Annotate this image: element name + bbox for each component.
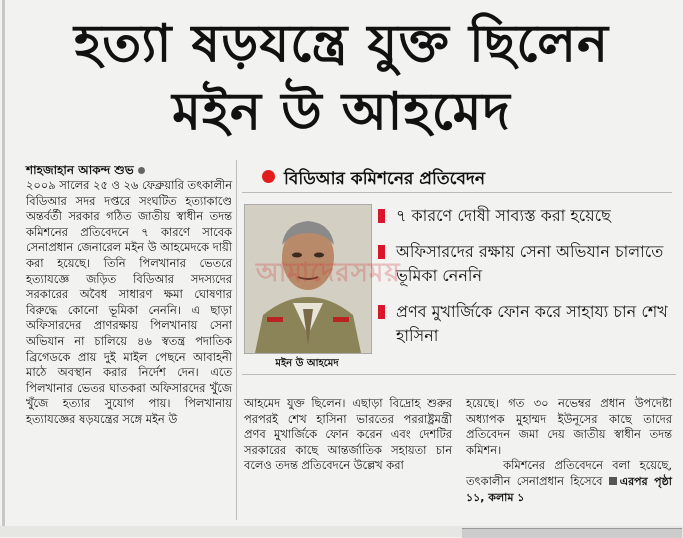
photo-caption: মইন উ আহমেদ — [275, 358, 339, 369]
article-column-3 — [466, 396, 672, 505]
key-point-text: প্রণব মুখার্জিকে ফোন করে সাহায্য চান শেখ হাসিনা — [396, 302, 668, 345]
continuation-text: এরপর পৃষ্ঠা ১১, কলাম ১ — [466, 474, 672, 504]
column-divider — [236, 160, 237, 520]
column-3-text-2 — [466, 458, 672, 505]
author-name: শাহজাহান আকন্দ শুভ — [26, 163, 134, 177]
headline-line-2: মইন উ আহমেদ — [172, 82, 511, 142]
key-point — [378, 300, 676, 348]
column-2-text: আহমেদ যুক্ত ছিলেন। এছাড়া বিদ্রোহ শুরুর পরপরই শেখ হাসিনা ভারতের পররাষ্ট্রমন্ত্রী প্রণব মুখার্জিকে ফোন করেন এবং দেশটির সরকারের কাছে আন্তর্জাতিক সহায়তা চান বলেও তদন্ত প্রতিবেদনে উল্লেখ করা — [244, 396, 452, 473]
article-column-2 — [244, 396, 452, 474]
column-3-text-1: হয়েছে। গত ৩০ নভেম্বর প্রধান উপদেষ্টা অধ্যাপক মুহাম্মদ ইউনূসের কাছে তাদের প্রতিবেদন জমা দেয় জাতীয় স্বাধীন তদন্ত কমিশন। — [466, 396, 672, 457]
bullet-bar-icon — [378, 245, 385, 259]
sidebar-header — [242, 162, 672, 193]
portrait-illustration — [245, 205, 371, 353]
sidebar-title: বিডিআর কমিশনের প্রতিবেদন — [284, 169, 485, 189]
column-3-text-2-body: কমিশনের প্রতিবেদনে বলা হয়েছে, তৎকালীন সেনাপ্রধান হিসেবে — [466, 458, 673, 488]
red-dot-icon — [262, 170, 275, 183]
square-icon — [609, 477, 617, 485]
headline — [0, 0, 683, 146]
headline-line-1: হত্যা ষড়যন্ত্রে যুক্ত ছিলেন — [73, 14, 610, 74]
key-points — [378, 204, 676, 360]
section-rule — [242, 374, 676, 375]
bullet-bar-icon — [378, 305, 385, 319]
key-point — [378, 204, 676, 228]
bullet-bar-icon — [378, 209, 385, 223]
byline-dot-icon — [138, 167, 145, 174]
key-point-text: অফিসারদের রক্ষায় সেনা অভিযান চালাতে ভূমিকা নেননি — [396, 242, 664, 285]
key-point-text: ৭ কারণে দোষী সাব্যস্ত করা হয়েছে — [396, 206, 611, 225]
watermark-logo: আমাদেরসময় — [256, 258, 401, 288]
portrait-photo — [244, 204, 372, 354]
key-point — [378, 240, 676, 288]
column-1-text: ২০০৯ সালের ২৫ ও ২৬ ফেব্রুয়ারি তৎকালীন বিডিআর সদর দপ্তরে সংঘটিত হত্যাকাণ্ডে অন্তর্বর্তী সরকার গঠিত জাতীয় স্বাধীন তদন্ত কমিশনের প্রতিবেদনে ৭ কারণে সাবেক সেনাপ্রধান জেনারেল মইন উ আহমেদকে দায়ী করা হয়েছে। তিনি পিলখানার ভেতরে হত্যাযজ্ঞে জড়িত বিডিআর সদস্যদের সরকারের অবৈধ সাধারণ ক্ষমা ঘোষণার বিরুদ্ধে কোনো ভূমিকা নেননি। এ ছাড়া অফিসারদের প্রাণরক্ষায় পিলখানায় সেনা অভিযান না চালিয়ে ৪৬ স্বতন্ত্র পদাতিক ব্রিগেডকে প্রায় দুই মাইল পেছনে আবাহনী মাঠে অবস্থান করার নির্দেশ দেন। এতে পিলখানার ভেতর ঘাতকরা অফিসারদের খুঁজে খুঁজে হত্যার সুযোগ পায়। পিলখানায় হত্যাযজ্ঞের ষড়যন্ত্রের সঙ্গে মইন উ — [26, 178, 232, 426]
article-column-1 — [26, 178, 232, 428]
